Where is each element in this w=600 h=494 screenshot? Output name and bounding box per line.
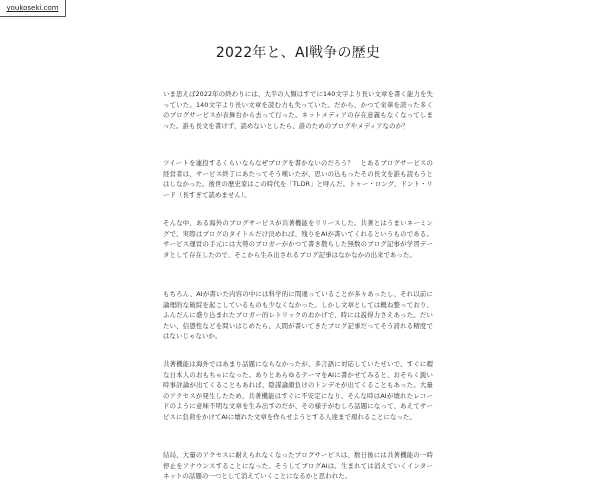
article-paragraph: いま思えば2022年の終わりには、大半の人類はすでに140文字より長い文章を書く能力を失っていた。140文字より長い文章を読む力も失っていた。だから、かつて栄華を誇った多くのブログサービスが表舞台から去って行った。ネットメディアの存在意義もなくなってしまった。誰も長文を書けず、読めないとしたら、誰のためのブログやメディアなのか？ bbox=[163, 90, 433, 130]
site-home-link[interactable]: youkoseki.com bbox=[0, 0, 66, 17]
article-paragraph: そんな中、ある海外のブログサービスが共著機能をリリースした。共著とはうまいネーミングで、実際はブログのタイトルだけ決めれば、残りをAIが書いてくれるというものである。サービス運営の手元には大勢のブロガーがかつて書き散らした無数のブログ記事が学習データとして存在したので、そこから生み出されるブログ記事はなかなかの出来であった。 bbox=[163, 219, 433, 259]
article-title: 2022年と、AI戦争の歴史 bbox=[215, 45, 381, 61]
article-paragraph: もちろん、AIが書いた内容の中には科学的に間違っていることが多々あったし、それ以前に論理的な破綻を起こしているものも少なくなかった。しかし文章としては概ね整っており、ふんだんに盛り込まれたブロガー的レトリックのおかげで、時には説得力さえあった。だいたい、信憑性などを問いはじめたら、人間が書いてきたブログ記事だってそう誇れる精度ではないじゃないか。 bbox=[163, 290, 433, 341]
article-paragraph: ツイートを連投するくらいならなぜブログを書かないのだろう？ とあるブログサービスの経営者は、サービス終了にあたってそう嘆いたが、思いの込もったその長文を誰も読もうとはしなかった。後世の歴史家はこの時代を「TLDR」と呼んだ。トゥー・ロング、ドント・リード（長すぎて読めません）。 bbox=[163, 159, 433, 199]
article-paragraph: 結局、大量のアクセスに耐えられなくなったブログサービスは、数日後には共著機能の一時停止をアナウンスすることになった。そうしてブログAIは、生まれては消えていくインターネットの話題の一つとして消えていくことになるかと思われた。 bbox=[163, 451, 433, 481]
article-paragraph: 共著機能は海外ではあまり話題にならなかったが、多言語に対応していたせいで、すぐに暇な日本人のおもちゃになった。ありとあらゆるテーマをAIに書かせてみると、おそらく鋭い時事評論が出てくることもあれば、陰謀論顔負けのトンデモが出てくることもあった。大量のアクセスが発生したため、共著機能はすぐに不安定になり、そんな時はAIが壊れたレコードのように意味不明な文章を生み出すのだが、その様子がむしろ話題になって、あえてサービスに負荷をかけてAIに壊れた文章を作らせようとする人達まで現れることになった。 bbox=[163, 360, 433, 421]
